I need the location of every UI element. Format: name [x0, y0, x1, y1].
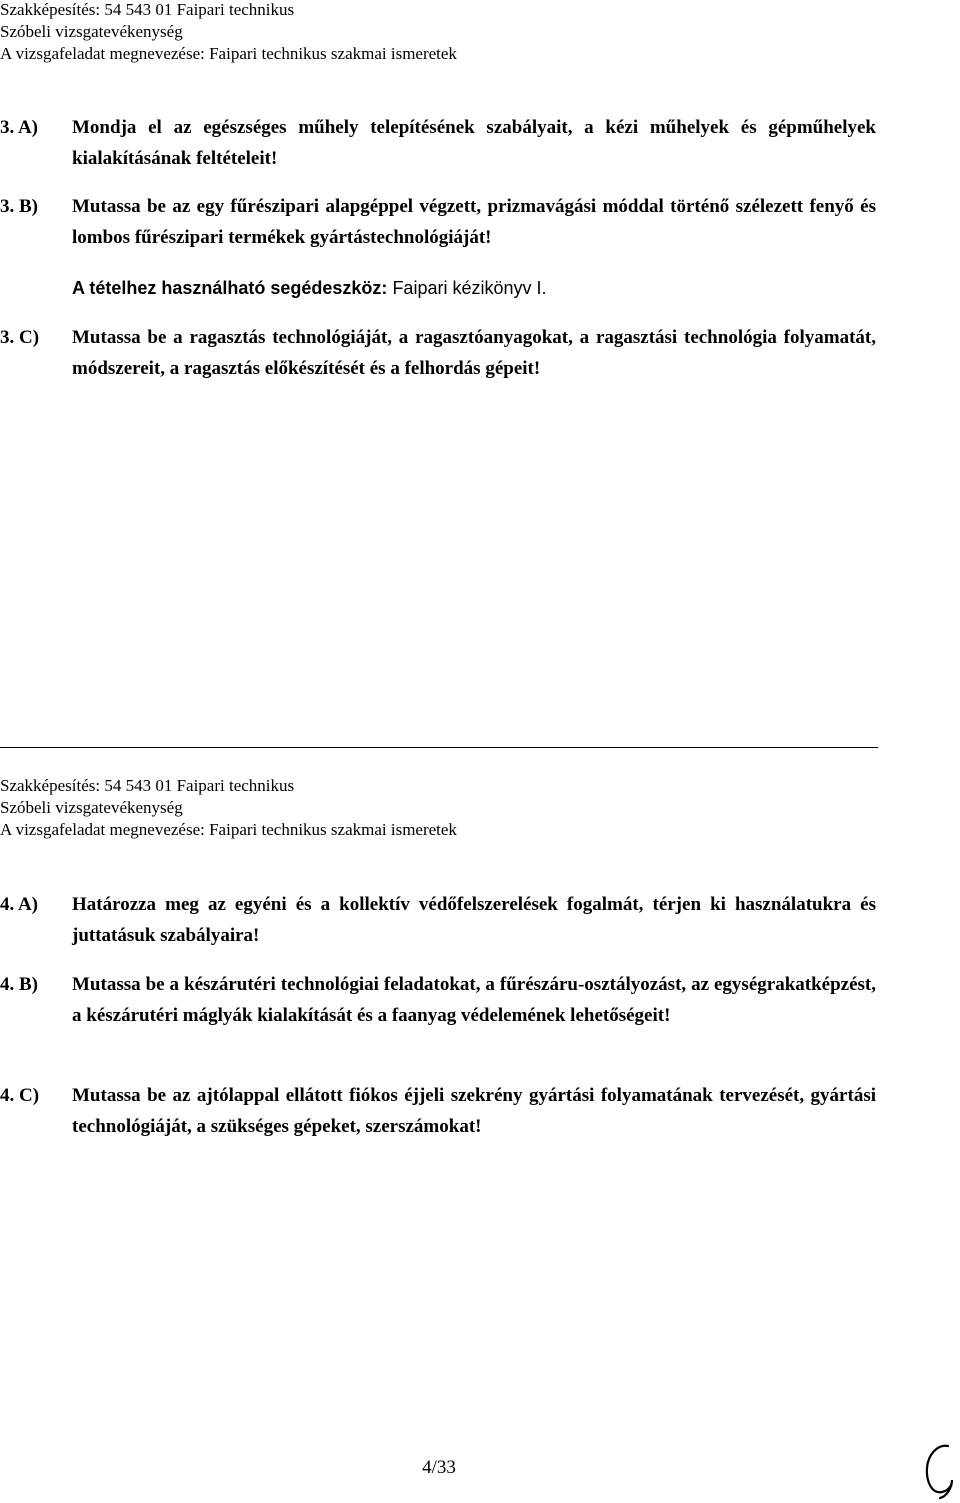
header-qualification: Szakképesítés: 54 543 01 Faipari technikus	[0, 776, 295, 795]
question-text: Mondja el az egészséges műhely telepítésének szabályait, a kézi műhelyek és gépműhelyek kialakításának feltételeit!	[72, 117, 876, 169]
question-text: Mutassa be a készárutéri technológiai feladatokat, a fűrészáru-osztályozást, az egységrakatképzést, a készárutéri máglyák kialakítását és a faanyag védelemének lehetőségeit!	[72, 974, 876, 1026]
page-number: 4/33	[422, 1457, 456, 1478]
question-number: 3. B)	[0, 196, 38, 217]
question-3b	[0, 191, 876, 253]
header-exam-type: Szóbeli vizsgatevékenység	[0, 798, 183, 817]
question-number: 4. C)	[0, 1085, 40, 1106]
aux-tool-note	[72, 276, 547, 300]
question-text: Mutassa be az ajtólappal ellátott fiókos éjjeli szekrény gyártási folyamatának tervezését, gyártási technológiáját, a szükséges gépeket, szerszámokat!	[72, 1085, 876, 1137]
question-number: 3. C)	[0, 327, 40, 348]
question-3c	[0, 322, 876, 384]
page-separator	[0, 747, 878, 748]
signature-mark	[918, 1440, 958, 1500]
header-task-name: A vizsgafeladat megnevezése: Faipari technikus szakmai ismeretek	[0, 44, 457, 63]
question-3a	[0, 112, 876, 174]
question-4c	[0, 1080, 876, 1142]
question-number: 4. A)	[0, 894, 38, 915]
question-number: 4. B)	[0, 974, 38, 995]
question-text: Mutassa be az egy fűrészipari alapgéppel végzett, prizmavágási móddal történő szélezett fenyő és lombos fűrészipari termékek gyártástechnológiáját!	[72, 196, 876, 248]
aux-tool-value: Faipari kézikönyv I.	[392, 278, 547, 298]
question-number: 3. A)	[0, 117, 38, 138]
header-exam-type: Szóbeli vizsgatevékenység	[0, 22, 183, 41]
aux-tool-label: A tételhez használható segédeszköz:	[72, 278, 388, 298]
header-qualification: Szakképesítés: 54 543 01 Faipari technikus	[0, 0, 295, 19]
question-4a	[0, 889, 876, 951]
question-text: Határozza meg az egyéni és a kollektív védőfelszerelések fogalmát, térjen ki használatukra és juttatásuk szabályaira!	[72, 894, 876, 946]
header-task-name: A vizsgafeladat megnevezése: Faipari technikus szakmai ismeretek	[0, 820, 457, 839]
question-4b	[0, 969, 876, 1031]
question-text: Mutassa be a ragasztás technológiáját, a ragasztóanyagokat, a ragasztási technológia folyamatát, módszereit, a ragasztás előkészítését és a felhordás gépeit!	[72, 327, 876, 379]
